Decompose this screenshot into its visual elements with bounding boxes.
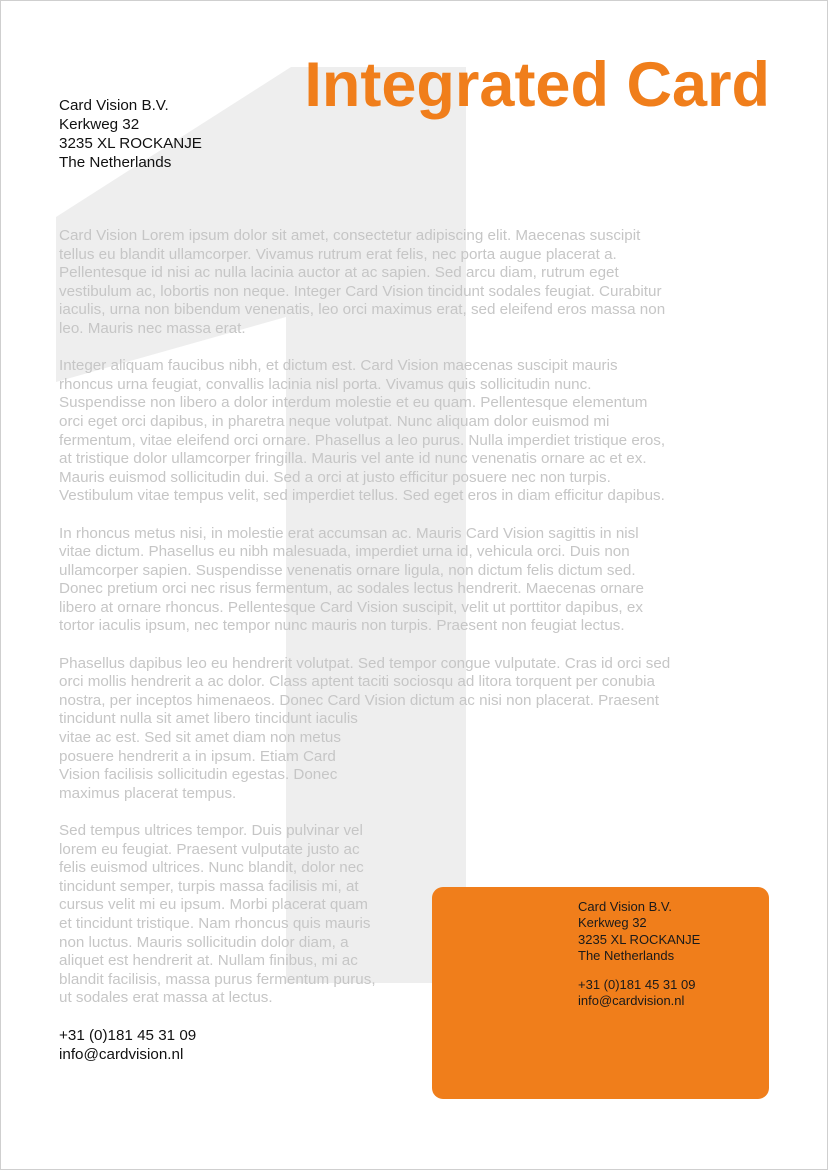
body-line: posuere hendrerit a in ipsum. Etiam Card	[59, 747, 336, 765]
body-line: Vision facilisis sollicitudin egestas. Donec	[59, 766, 338, 784]
contact-phone: +31 (0)181 45 31 09	[59, 1027, 197, 1044]
address-street: Kerkweg 32	[59, 116, 140, 133]
card-address-city: 3235 XL ROCKANJE	[578, 931, 701, 947]
address-country: The Netherlands	[59, 154, 172, 171]
body-line: ut sodales erat massa at lectus.	[59, 989, 273, 1007]
body-line: tincidunt semper, turpis massa facilisis mi, at	[59, 877, 359, 895]
body-line: lorem eu feugiat. Praesent vulputate justo ac	[59, 840, 360, 858]
card-address-country: The Netherlands	[578, 947, 675, 963]
card-address-street: Kerkweg 32	[578, 915, 647, 931]
body-line: tellus eu blandit ullamcorper. Vivamus rutrum erat felis, nec porta augue placerat a.	[59, 245, 617, 263]
body-line: nostra, per inceptos himenaeos. Donec Card Vision dictum ac nisi non placerat. Praesent	[59, 691, 659, 709]
body-line: at tristique dolor ullamcorper fringilla. Mauris vel ante id nunc venenatis ornare ac et ex.	[59, 450, 647, 468]
body-line: Phasellus dapibus leo eu hendrerit volutpat. Sed tempor congue vulputate. Cras id orci sed	[59, 654, 671, 672]
body-line: iaculis, urna non bibendum venenatis, leo orci maximus erat, sed eleifend eros massa non	[59, 301, 666, 319]
body-line: vitae dictum. Phasellus eu nibh malesuada, imperdiet urna id, vehicula orci. Duis non	[59, 543, 630, 561]
body-line: In rhoncus metus nisi, in molestie erat accumsan ac. Mauris Card Vision sagittis in nisl	[59, 524, 639, 542]
body-line: leo. Mauris nec massa erat.	[59, 319, 246, 337]
body-line: Sed tempus ultrices tempor. Duis pulvinar vel	[59, 822, 363, 839]
body-line: tortor iaculis ipsum, nec tempor nunc mauris non turpis. Praesent non feugiat lectus.	[59, 617, 625, 635]
body-line: Vestibulum vitae tempus velit, sed imperdiet tellus. Sed eget eros in diam efficitur dapibus.	[59, 487, 665, 505]
address-city: 3235 XL ROCKANJE	[59, 135, 202, 152]
body-line: tincidunt nulla sit amet libero tincidunt iaculis	[59, 710, 358, 728]
page-title: Integrated Card	[304, 50, 770, 120]
contact-email: info@cardvision.nl	[59, 1046, 184, 1063]
sender-address	[59, 96, 202, 172]
body-paragraph	[59, 525, 670, 637]
body-line: non luctus. Mauris sollicitudin dolor diam, a	[59, 933, 349, 951]
body-line: aliquet est hendrerit at. Nullam finibus, mi ac	[59, 952, 358, 970]
card-contact	[578, 977, 695, 1010]
address-company: Card Vision B.V.	[59, 97, 169, 114]
body-line: Donec pretium orci nec risus fermentum, ac sodales lectus hendrerit. Maecenas ornare	[59, 580, 644, 598]
body-line: fermentum, vitae eleifend orci ornare. Phasellus a leo purus. Nulla imperdiet tristique eros,	[59, 431, 666, 449]
contact-info	[59, 1026, 196, 1064]
body-line: Integer aliquam faucibus nibh, et dictum est. Card Vision maecenas suscipit mauris	[59, 357, 618, 375]
body-line: felis euismod ultrices. Nunc blandit, dolor nec	[59, 859, 364, 877]
body-line: Card Vision Lorem ipsum dolor sit amet, consectetur adipiscing elit. Maecenas suscipit	[59, 227, 641, 244]
integrated-card	[432, 887, 769, 1099]
body-line: libero at ornare rhoncus. Pellentesque Card Vision suscipit, velit ut porttitor dapibus, ex	[59, 598, 643, 616]
body-line: ullamcorper sapien. Suspendisse venenatis ornare ligula, non dictum felis dictum sed.	[59, 561, 636, 579]
body-line: orci eget orci dapibus, in pharetra neque volutpat. Nunc aliquam dolor euismod mi	[59, 412, 610, 430]
card-address	[578, 899, 700, 964]
body-line: blandit facilisis, massa purus fermentum purus,	[59, 970, 376, 988]
body-line: vestibulum ac, lobortis non neque. Integer Card Vision tincidunt sodales feugiat. Curabitur	[59, 282, 662, 300]
body-paragraph	[59, 357, 670, 506]
card-contact-email: info@cardvision.nl	[578, 993, 685, 1009]
card-address-company: Card Vision B.V.	[578, 899, 672, 914]
body-line: vitae ac est. Sed sit amet diam non metus	[59, 729, 341, 747]
body-paragraph	[59, 655, 670, 804]
body-line: Suspendisse non libero a dolor interdum molestie et eu quam. Pellentesque elementum	[59, 394, 648, 412]
body-line: rhoncus urna feugiat, convallis lacinia nisl porta. Vivamus quis sollicitudin nunc.	[59, 375, 592, 393]
body-line: orci mollis hendrerit a ac dolor. Class aptent taciti sociosqu ad litora torquent per conubia	[59, 673, 656, 691]
body-paragraph	[59, 227, 670, 339]
body-line: cursus velit mi eu ipsum. Morbi placerat quam	[59, 896, 368, 914]
card-contact-phone: +31 (0)181 45 31 09	[578, 977, 696, 992]
body-line: et tincidunt tristique. Nam rhoncus quis mauris	[59, 914, 371, 932]
body-line: maximus placerat tempus.	[59, 784, 237, 802]
body-line: Mauris euismod sollicitudin dui. Sed a orci at justo efficitur posuere nec non turpis.	[59, 468, 611, 486]
body-line: Pellentesque id nisi ac nulla lacinia auctor at ac sapien. Sed arcu diam, rutrum eget	[59, 264, 619, 282]
